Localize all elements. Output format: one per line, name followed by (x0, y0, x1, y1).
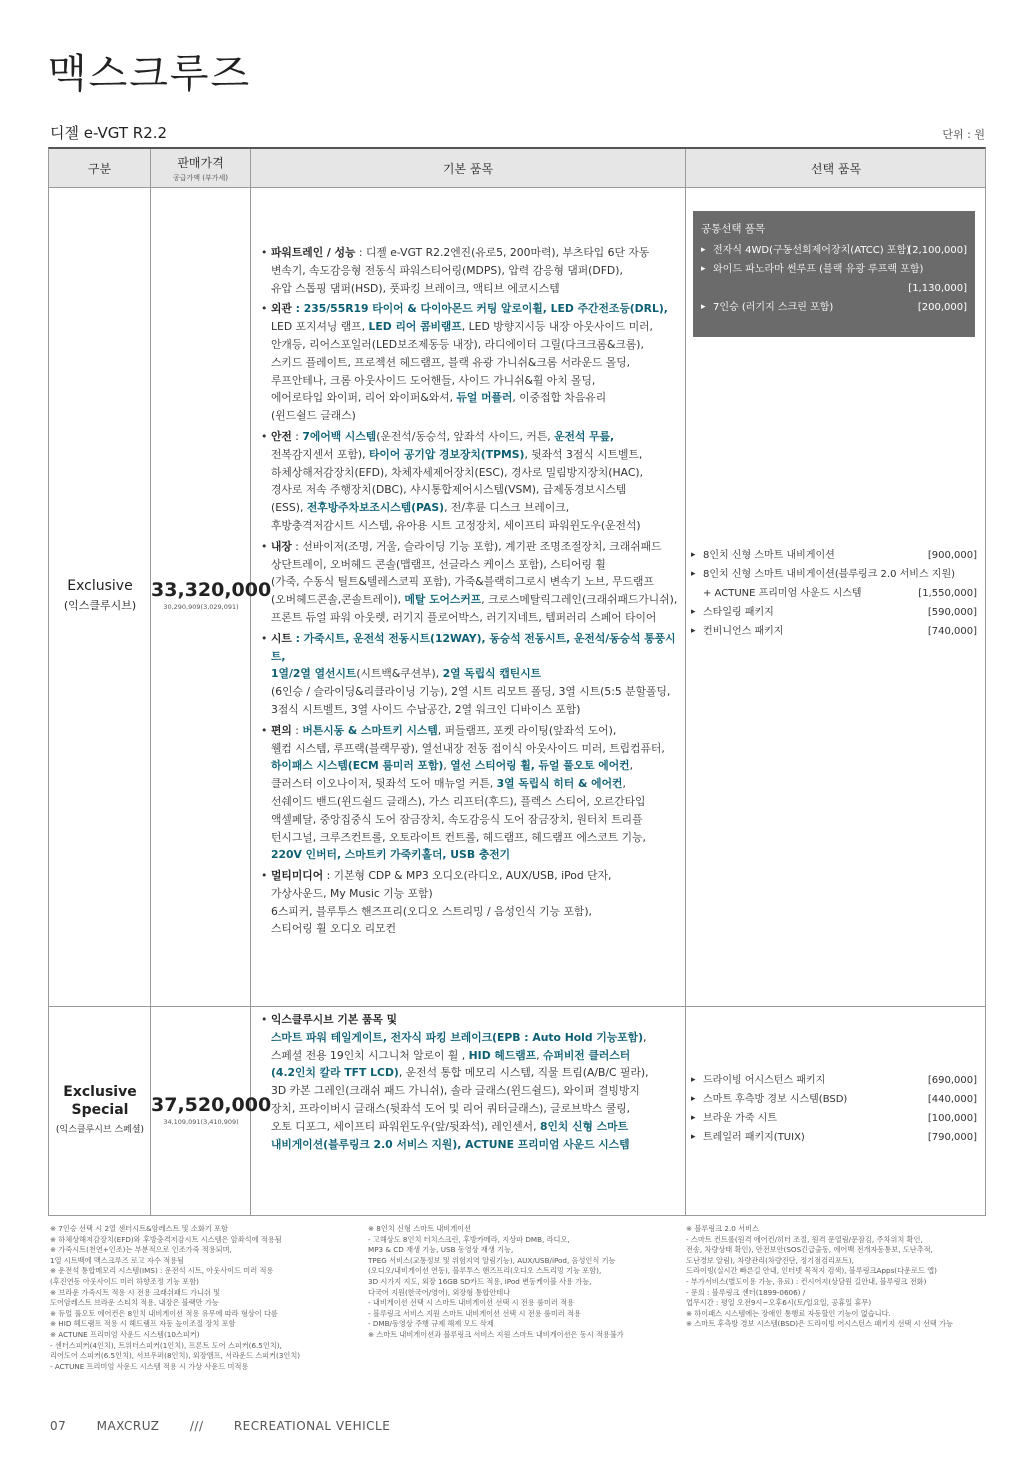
list-item: • 안전 : 7에어백 시스템(운전석/동승석, 앞좌석 사이드, 커튼, 운전석 무릎, 전복감지센서 포함), 타이어 공기압 경보장치(TPMS), 뒷좌석 3점식 시트벨트, 하체상해저감장치(EFD), 차체자세제어장치(ESC), 경사로 밀림방지장치(HAC), 경사로 저속 주행장치(DBC), 샤시통합제어시스템(VSM), 급제동경보시스템 (ESS), 전후방주차보조시스템(PAS), 전/후륜 디스크 브레이크, 후방충격저감시트 시스템, 유아용 시트 고정장치, 세이프티 파워윈도우(운전석) (261, 428, 681, 535)
option-item: ▸ 스마트 후측방 경보 시스템(BSD) [440,000] (691, 1090, 977, 1109)
basic-items-special (261, 1011, 681, 1156)
list-item: • 내장 : 선바이저(조명, 거울, 슬라이딩 기능 포함), 계기판 조명조절장치, 크래쉬패드 상단트레이, 오버헤드 콘솔(맵램프, 선글라스 케이스 포함), 스티어링 휠 (가죽, 수동식 틸트&텔레스코픽 포함), 가죽&블랙히그로시 변속기 노브, 무드램프 (오버헤드콘솔,콘솔트레이), 메탈 도어스커프, 크로스메탈릭그레인(크래쉬패드가니쉬), 프론트 듀얼 파워 아웃렛, 러기지 플로어박스, 러기지네트, 템퍼러리 스페어 타이어 (261, 538, 681, 627)
footnotes-col3: ※ 블루링크 2.0 서비스 - 스마트 컨트롤(원격 에어컨/히터 조절, 원격 문열림/문잠김, 주차위치 확인, 전송, 차량상태 확인), 안전보안(SOS긴급출동, 에어백 전개자동통보, 도난추적, 도난경보 알림), 차량관리(차량진단, 정기점검리포트), 드라이빙(실시간 빠른길 안내, 인터넷 목적지 검색), 블루링크Apps(다운로드 앱) - 부가서비스(별도이용 가능, 유료) : 컨시어지(상담원 길안내, 블루링크 전화) - 문의 : 블루링크 센터(1899-0606) / 업무시간 : 평일 오전9시~오후6시(토/일요일, 공휴일 휴무) ※ 하이패스 시스템에는 장애인 통행료 자동할인 기능이 없습니다. ※ 스마트 후측방 경보 시스템(BSD)은 드라이빙 어시스턴스 패키지 선택 시 선택 가능 (686, 1224, 953, 1329)
header-option: 선택 품목 (810, 161, 862, 176)
common-options-title: 공통선택 품목 (701, 223, 766, 235)
footnotes-col1: ※ 7인승 선택 시 2열 센터시트&암레스트 및 소화기 포함 ※ 하체상해저감장치(EFD)와 후방충격저감시트 시스템은 앞좌석에 적용됨 ※ 가죽시트(천연+인조)는 부분적으로 인조가죽 적용되며, 1열 시트백에 맥스크루즈 로고 자수 적용됨 ※ 운전석 통합메모리 시스템(IMS) : 운전석 시트, 아웃사이드 미러 적용 (후진연동 아웃사이드 미러 하향조정 기능 포함) ※ 브라운 가죽시트 적용 시 전용 크래쉬패드 가니쉬 및 도어암레스트 브라운 스티치 적용, 내장은 블랙만 가능 ※ 듀얼 풀오토 에어컨은 8인치 내비게이션 적용 유무에 따라 형상이 다름 ※ HID 헤드램프 적용 시 헤드램프 자동 높이조절 장치 포함 ※ ACTUNE 프리미엄 사운드 시스템(10스피커) - 센터스피커(4인치), 트위터스피커(1인치), 프론트 도어 스피커(6.5인치), 리어도어 스피커(6.5인치), 서브우퍼(8인치), 외장앰프, 서라운드 스피커(3인치) - ACTUNE 프리미엄 사운드 시스템 적용 시 가상 사운드 미적용 (50, 1224, 301, 1371)
option-item: ▸ 7인승 (러기지 스크린 포함) [200,000] (701, 298, 967, 317)
option-item: ▸ 와이드 파노라마 썬루프 (블랙 유광 루프랙 포함) (701, 260, 967, 279)
trim-exclusive-special: Exclusive Special (익스클루시브 스페셜) (55, 1084, 145, 1135)
list-item: • 시트 : 가죽시트, 운전석 전동시트(12WAY), 동승석 전동시트, 운전석/동승석 통풍시트, 1열/2열 열선시트(시트백&쿠션부), 2열 독립식 캡틴시트 (6인승 / 슬라이딩&리클라이닝 기능), 2열 시트 리모트 폴딩, 3열 시트(5:5 분할폴딩, 3점식 시트벨트, 3열 사이드 수납공간, 2열 워크인 디바이스 포함) (261, 630, 681, 719)
option-item-cont: + ACTUNE 프리미엄 사운드 시스템 [1,550,000] (703, 588, 977, 599)
option-item: ▸ 스타일링 패키지 [590,000] (691, 603, 977, 622)
page-title: 맥스크루즈 (48, 51, 252, 97)
list-item: • 외관 : 235/55R19 타이어 & 다이아몬드 커팅 알로이휠, LED 주간전조등(DRL), LED 포지셔닝 램프, LED 리어 콤비램프, LED 방향지시등 내장 아웃사이드 미러, 안개등, 리어스포일러(LED보조제동등 내장), 라디에이터 그릴(다크크롬&크롬), 스키드 플레이트, 프로젝션 헤드램프, 블랙 유광 가니쉬&크롬 서라운드 몰딩, 루프안테나, 크롬 아웃사이드 도어핸들, 사이드 가니쉬&휠 아치 몰딩, 에어로타입 와이퍼, 리어 와이퍼&와셔, 듀얼 머플러, 이중접합 차음유리 (윈드쉴드 글래스) (261, 300, 681, 425)
header-basic: 기본 품목 (442, 161, 494, 176)
list-item: • 편의 : 버튼시동 & 스마트키 시스템, 퍼들램프, 포켓 라이팅(앞좌석 도어), 웰컴 시스템, 루프랙(블랙무광), 열선내장 전동 접이식 아웃사이드 미러, 트립컴퓨터, 하이패스 시스템(ECM 룸미러 포함), 열선 스티어링 휠, 듀얼 풀오토 에어컨, 클러스터 이오나이저, 뒷좌석 도어 매뉴얼 커튼, 3열 독립식 히터 & 에어컨, 선쉐이드 밴드(윈드쉴드 글래스), 가스 리프터(후드), 플렉스 스티어, 오르간타입 액셀페달, 중앙집중식 도어 잠금장치, 속도감응식 도어 잠금장치, 원터치 트리플 턴시그널, 크루즈컨트롤, 오토라이트 컨트롤, 헤드램프, 헤드램프 에스코트 기능, 220V 인버터, 스마트키 가죽키홀더, USB 충전기 (261, 722, 681, 864)
list-item: • 파워트레인 / 성능 : 디젤 e-VGT R2.2엔진(유로5, 200마력), 부츠타입 6단 자동 변속기, 속도감응형 전동식 파워스티어링(MDPS), 압력 감응형 댐퍼(DFD), 유압 스톱핑 댐퍼(HSD), 풋파킹 브레이크, 액티브 에코시스템 (261, 244, 681, 297)
engine-subtitle: 디젤 e-VGT R2.2 (50, 124, 168, 142)
option-item: ▸ 드라이빙 어시스턴스 패키지 [690,000] (691, 1071, 977, 1090)
page-number: 07 (50, 1419, 67, 1433)
page-footer (50, 1419, 416, 1433)
header-category: 구분 (87, 161, 112, 176)
options-special (691, 1071, 977, 1147)
basic-items-exclusive (261, 244, 681, 941)
footer-model: MAXCRUZ (96, 1419, 160, 1433)
option-item: ▸ 8인치 신형 스마트 내비게이션 [900,000] (691, 546, 977, 565)
common-options-box (693, 211, 975, 337)
price-table (48, 147, 986, 1216)
unit-label: 단위 : 원 (942, 128, 985, 141)
option-item-price: [1,130,000] (908, 283, 967, 294)
footer-separator: /// (189, 1419, 204, 1433)
price-exclusive-special: 37,520,000 34,109,091(3,410,909) (151, 1094, 272, 1126)
list-item: • 익스클루시브 기본 품목 및 스마트 파워 테일게이트, 전자식 파킹 브레이크(EPB : Auto Hold 기능포함), 스페셜 전용 19인치 시그니처 알로이 휠 , HID 헤드램프, 슈퍼비전 클러스터 (4.2인치 칼라 TFT LCD), 운전석 통합 메모리 시스템, 직물 트림(A/B/C 필라), 3D 카본 그레인(크래쉬 패드 가니쉬), 솔라 글래스(윈드쉴드), 와이퍼 결빙방지 장치, 프라이버시 글래스(뒷좌석 도어 및 리어 쿼터글래스), 글로브박스 쿨링, 오토 디포그, 세이프티 파워윈도우(앞/뒷좌석), 레인센서, 8인치 신형 스마트 내비게이션(블루링크 2.0 서비스 지원), ACTUNE 프리미엄 사운드 시스템 (261, 1011, 681, 1153)
option-item: ▸ 브라운 가죽 시트 [100,000] (691, 1109, 977, 1128)
option-item: ▸ 전자식 4WD(구동선회제어장치(ATCC) 포함) [2,100,000] (701, 241, 967, 260)
options-exclusive (691, 546, 977, 641)
option-item: ▸ 8인치 신형 스마트 내비게이션(블루링크 2.0 서비스 지원) (691, 565, 977, 584)
footnotes-col2: ※ 8인치 신형 스마트 내비게이션 - 고해상도 8인치 터치스크린, 후방카메라, 지상파 DMB, 라디오, MP3 & CD 재생 기능, USB 동영상 재생 기능, TPEG 서비스(교통정보 및 위험지역 알림기능), AUX/USB/iPod, 음성인식 기능 (오디오/내비게이션 연동), 블루투스 핸즈프리(오디오 스트리밍 기능 포함), 3D 시가지 지도, 외장 16GB SD카드 적용, iPod 변동케이블 사용 가능, 다국어 지원(한국어/영어), 외장형 통합안테나 - 내비게이션 선택 시 스마트 내비게이션 선택 시 전용 룸미러 적용 - 블루링크 서비스 지원 스마트 내비게이션 선택 시 전용 룸미러 적용 - DMB/동영상 주행 규제 해제 모드 삭제 ※ 스마트 내비게이션과 블루링크 서비스 지원 스마트 내비게이션은 동시 적용불가 (368, 1224, 624, 1339)
price-exclusive: 33,320,000 30,290,909(3,029,091) (151, 579, 272, 611)
trim-exclusive: Exclusive (익스클루시브) (63, 578, 137, 612)
option-item: ▸ 컨비니언스 패키지 [740,000] (691, 622, 977, 641)
header-price: 판매가격 공급가액 (부가세) (172, 155, 229, 182)
footer-section: RECREATIONAL VEHICLE (233, 1419, 391, 1433)
list-item: • 멀티미디어 : 기본형 CDP & MP3 오디오(라디오, AUX/USB, iPod 단자, 가상사운드, My Music 기능 포함) 6스피커, 블루투스 핸즈프리(오디오 스트리밍 / 음성인식 기능 포함), 스티어링 휠 오디오 리모컨 (261, 867, 681, 938)
option-item: ▸ 트레일러 패키지(TUIX) [790,000] (691, 1128, 977, 1147)
